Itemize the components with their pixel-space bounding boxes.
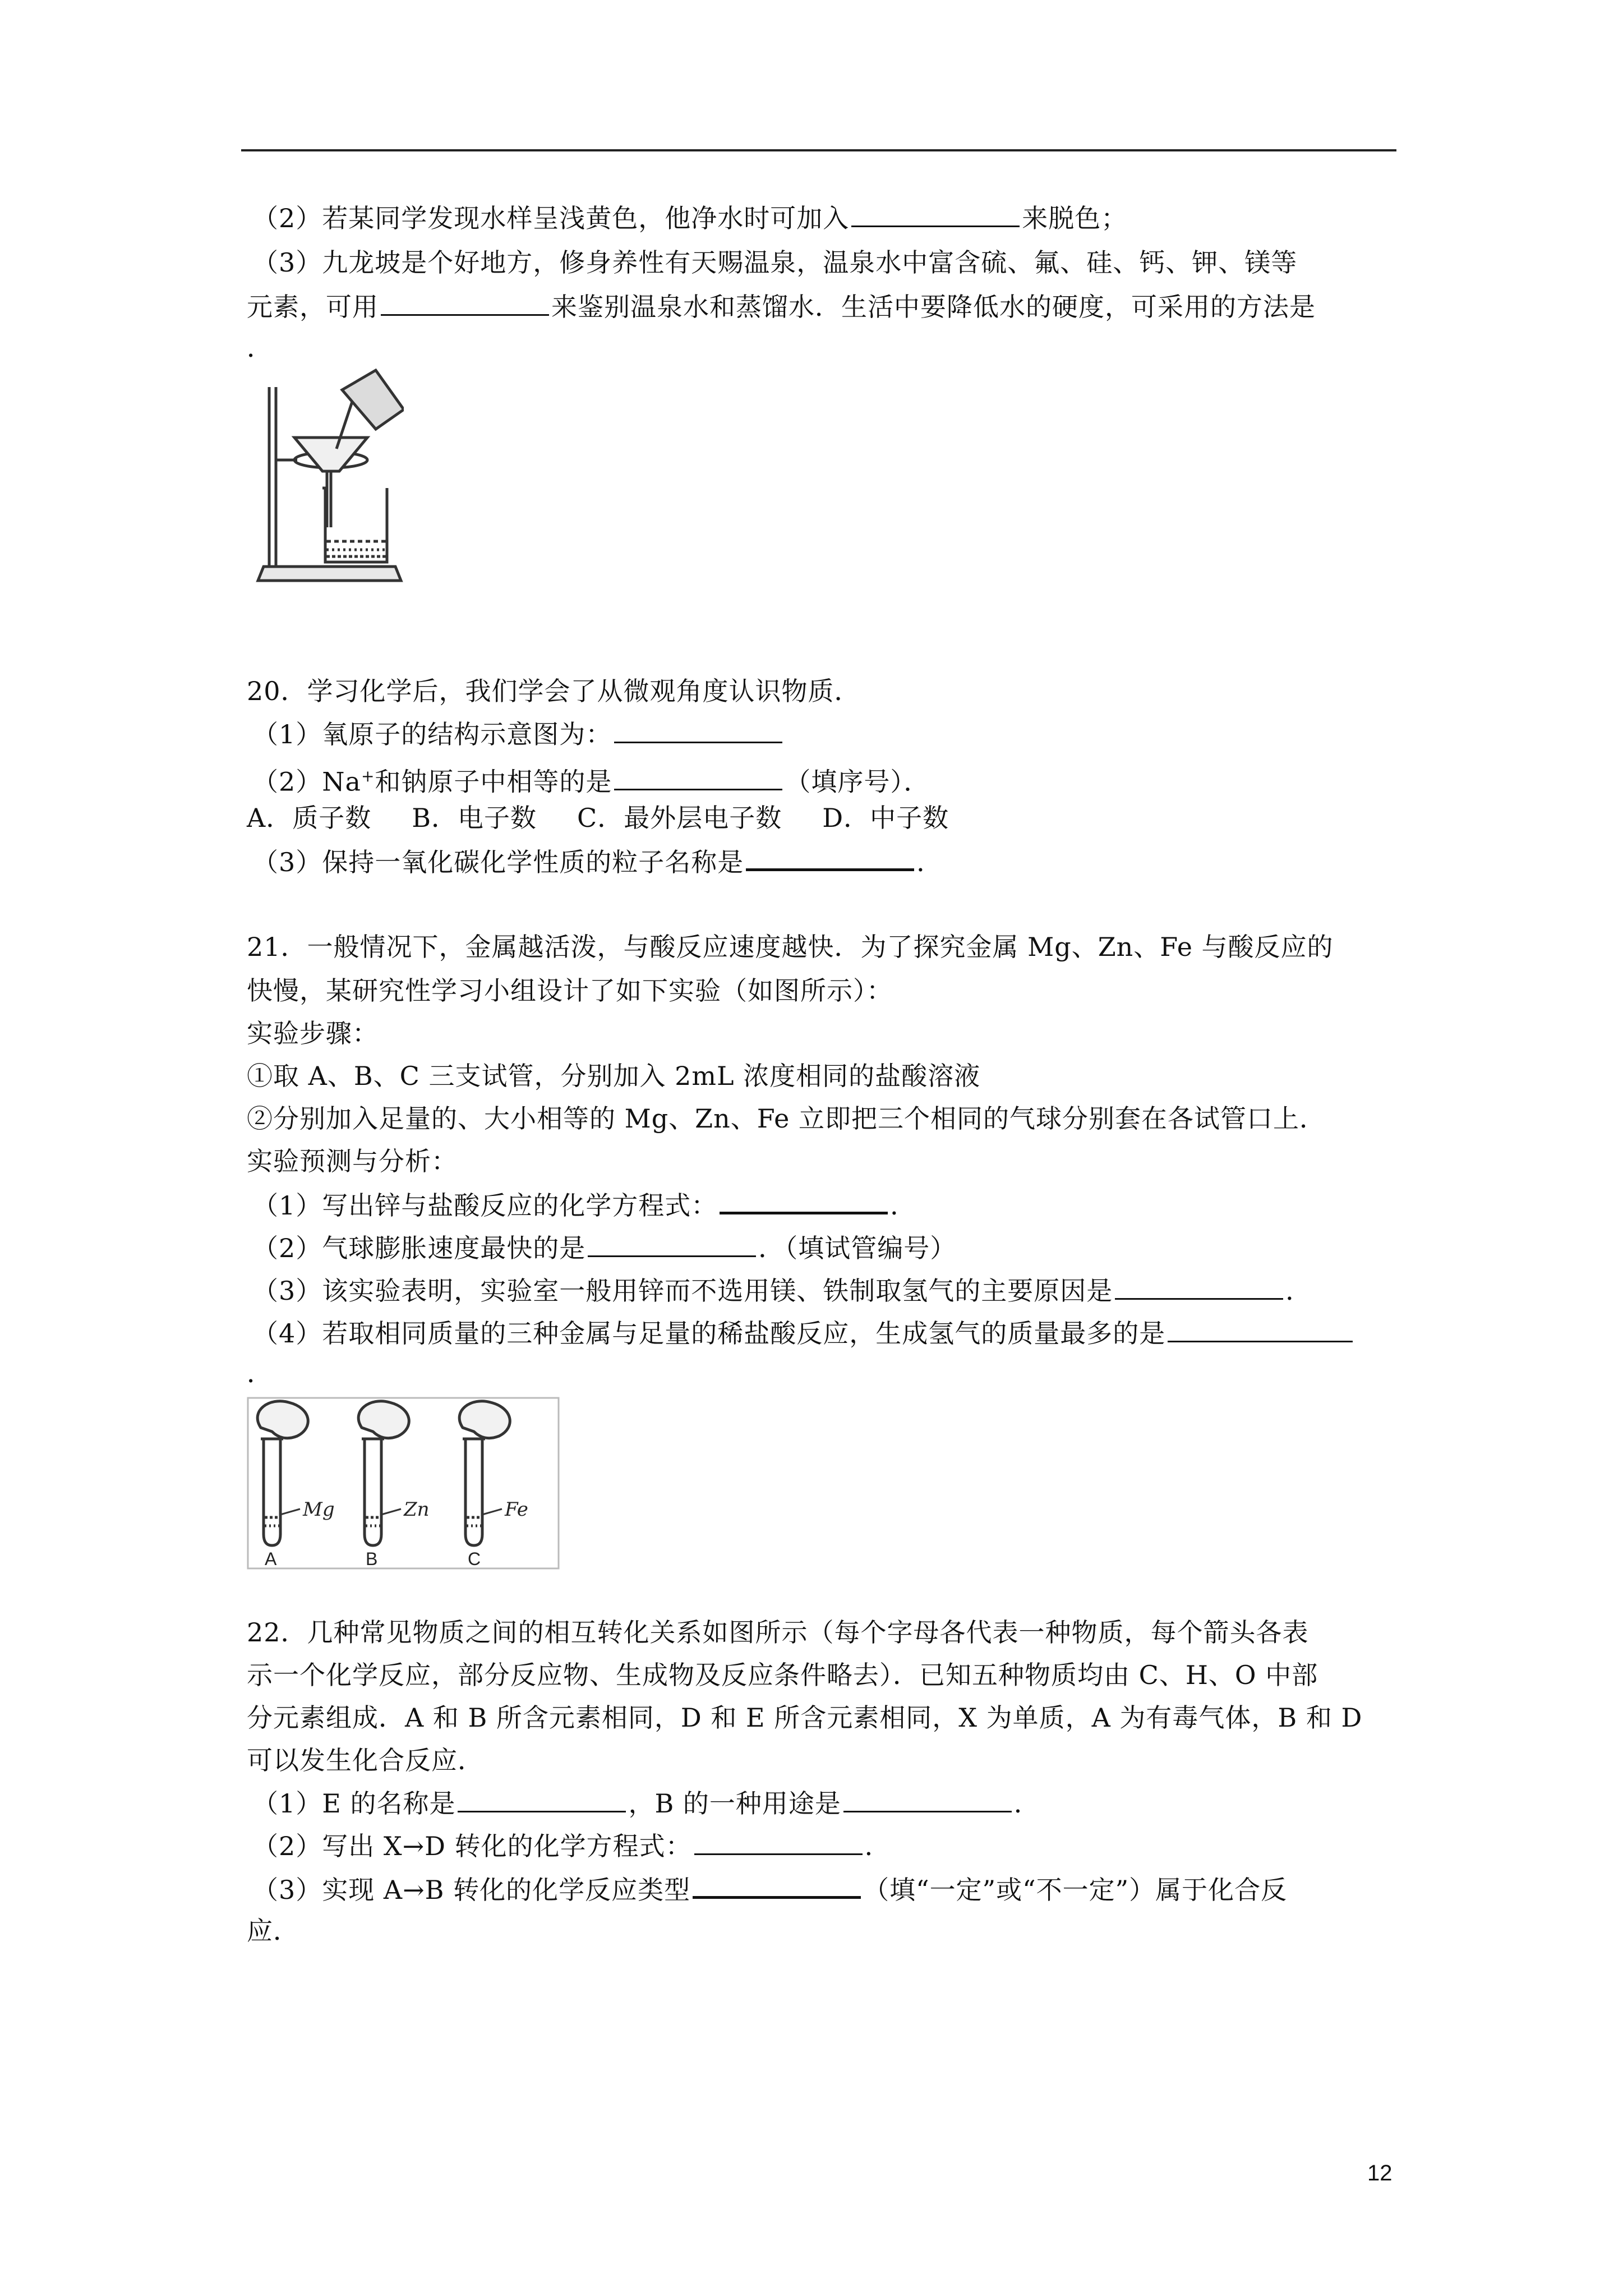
q22-part1: （1）E 的名称是 ，B 的一种用途是 ． [252, 1786, 1040, 1820]
answer-blank[interactable] [381, 289, 549, 316]
q21-step1: ①取 A、B、C 三支试管，分别加入 2mL 浓度相同的盐酸溶液 [247, 1061, 981, 1091]
q19-part3-line1: （3）九龙坡是个好地方，修身养性有天赐温泉，温泉水中富含硫、氟、硅、钙、钾、镁等 [252, 247, 1298, 278]
metal-label-mg: Mg [303, 1498, 335, 1521]
q21-part4-cont: ． [247, 1358, 273, 1388]
header-rule [241, 149, 1396, 151]
metal-label-fe: Fe [505, 1498, 528, 1521]
answer-blank[interactable] [458, 1786, 626, 1812]
q20-part3: （3）保持一氧化碳化学性质的粒子名称是 ． [252, 844, 943, 879]
q20-part2: （2）Na+和钠原子中相等的是 （填序号）． [252, 760, 930, 798]
metal-label-zn: Zn [404, 1498, 430, 1521]
answer-blank[interactable] [843, 1786, 1012, 1812]
answer-blank[interactable] [851, 201, 1020, 227]
answer-blank[interactable] [1168, 1316, 1353, 1342]
tube-label-b: B [366, 1549, 378, 1569]
q21-part2: （2）气球膨胀速度最快的是 ．（填试管编号） [252, 1231, 956, 1265]
q20-options [247, 801, 989, 835]
q22-stem-line1: 22．几种常见物质之间的相互转化关系如图所示（每个字母各代表一种物质，每个箭头各表 [247, 1617, 1309, 1648]
q21-stem-line2: 快慢，某研究性学习小组设计了如下实验（如图所示）： [247, 976, 893, 1006]
q21-part1: （1）写出锌与盐酸反应的化学方程式： ． [252, 1187, 916, 1222]
answer-blank[interactable] [1115, 1273, 1283, 1300]
q21-analysis-title: 实验预测与分析： [247, 1146, 458, 1176]
q21-stem-line1: 21．一般情况下，金属越活泼，与酸反应速度越快．为了探究金属 Mg、Zn、Fe 与酸反应的 [247, 932, 1334, 962]
option-d[interactable]: D．中子数 [822, 803, 949, 833]
q22-part3-cont: 应． [247, 1916, 299, 1946]
answer-blank[interactable] [588, 1231, 756, 1257]
q22-stem-line2: 示一个化学反应，部分反应物、生成物及反应条件略去）．已知五种物质均由 C、H、O 中部 [247, 1660, 1318, 1690]
page-number: 12 [1367, 2161, 1393, 2185]
option-a[interactable]: A．质子数 [247, 803, 372, 833]
q21-part4: （4）若取相同质量的三种金属与足量的稀盐酸反应，生成氢气的质量最多的是 [252, 1316, 1355, 1350]
q19-part2: （2）若某同学发现水样呈浅黄色，他净水时可加入 来脱色； [252, 201, 1127, 235]
q22-stem-line4: 可以发生化合反应． [247, 1745, 484, 1775]
q21-step2: ②分别加入足量的、大小相等的 Mg、Zn、Fe 立即把三个相同的气球分别套在各试管口上． [247, 1103, 1326, 1134]
tube-label-c: C [468, 1549, 481, 1569]
answer-blank[interactable] [614, 717, 782, 743]
answer-blank[interactable] [693, 1871, 861, 1899]
answer-blank[interactable] [694, 1829, 863, 1855]
q19-part3-line3: ． [247, 333, 273, 363]
q20-stem: 20．学习化学后，我们学会了从微观角度认识物质． [247, 676, 861, 706]
q19-part3-line2: 元素，可用 来鉴别温泉水和蒸馏水．生活中要降低水的硬度，可采用的方法是 [247, 289, 1316, 324]
q21-steps-title: 实验步骤： [247, 1018, 379, 1048]
option-b[interactable]: B．电子数 [412, 803, 537, 833]
q21-part3: （3）该实验表明，实验室一般用锌而不选用镁、铁制取氢气的主要原因是 ． [252, 1273, 1312, 1308]
answer-blank[interactable] [614, 764, 782, 790]
q20-part1: （1）氧原子的结构示意图为： [252, 717, 785, 751]
q22-stem-line3: 分元素组成．A 和 B 所含元素相同，D 和 E 所含元素相同，X 为单质，A 为有毒气体，B 和 D [247, 1703, 1363, 1733]
test-tubes-balloons-figure [247, 1397, 561, 1571]
tube-label-a: A [265, 1549, 277, 1569]
q22-part2: （2）写出 X→D 转化的化学方程式： ． [252, 1829, 891, 1863]
answer-blank[interactable] [720, 1187, 888, 1214]
option-c[interactable]: C．最外层电子数 [577, 803, 782, 833]
q22-part3: （3）实现 A→B 转化的化学反应类型 （填“一定”或“不一定”）属于化合反 [252, 1871, 1287, 1907]
filtration-apparatus-figure [247, 359, 404, 606]
answer-blank[interactable] [746, 844, 914, 871]
